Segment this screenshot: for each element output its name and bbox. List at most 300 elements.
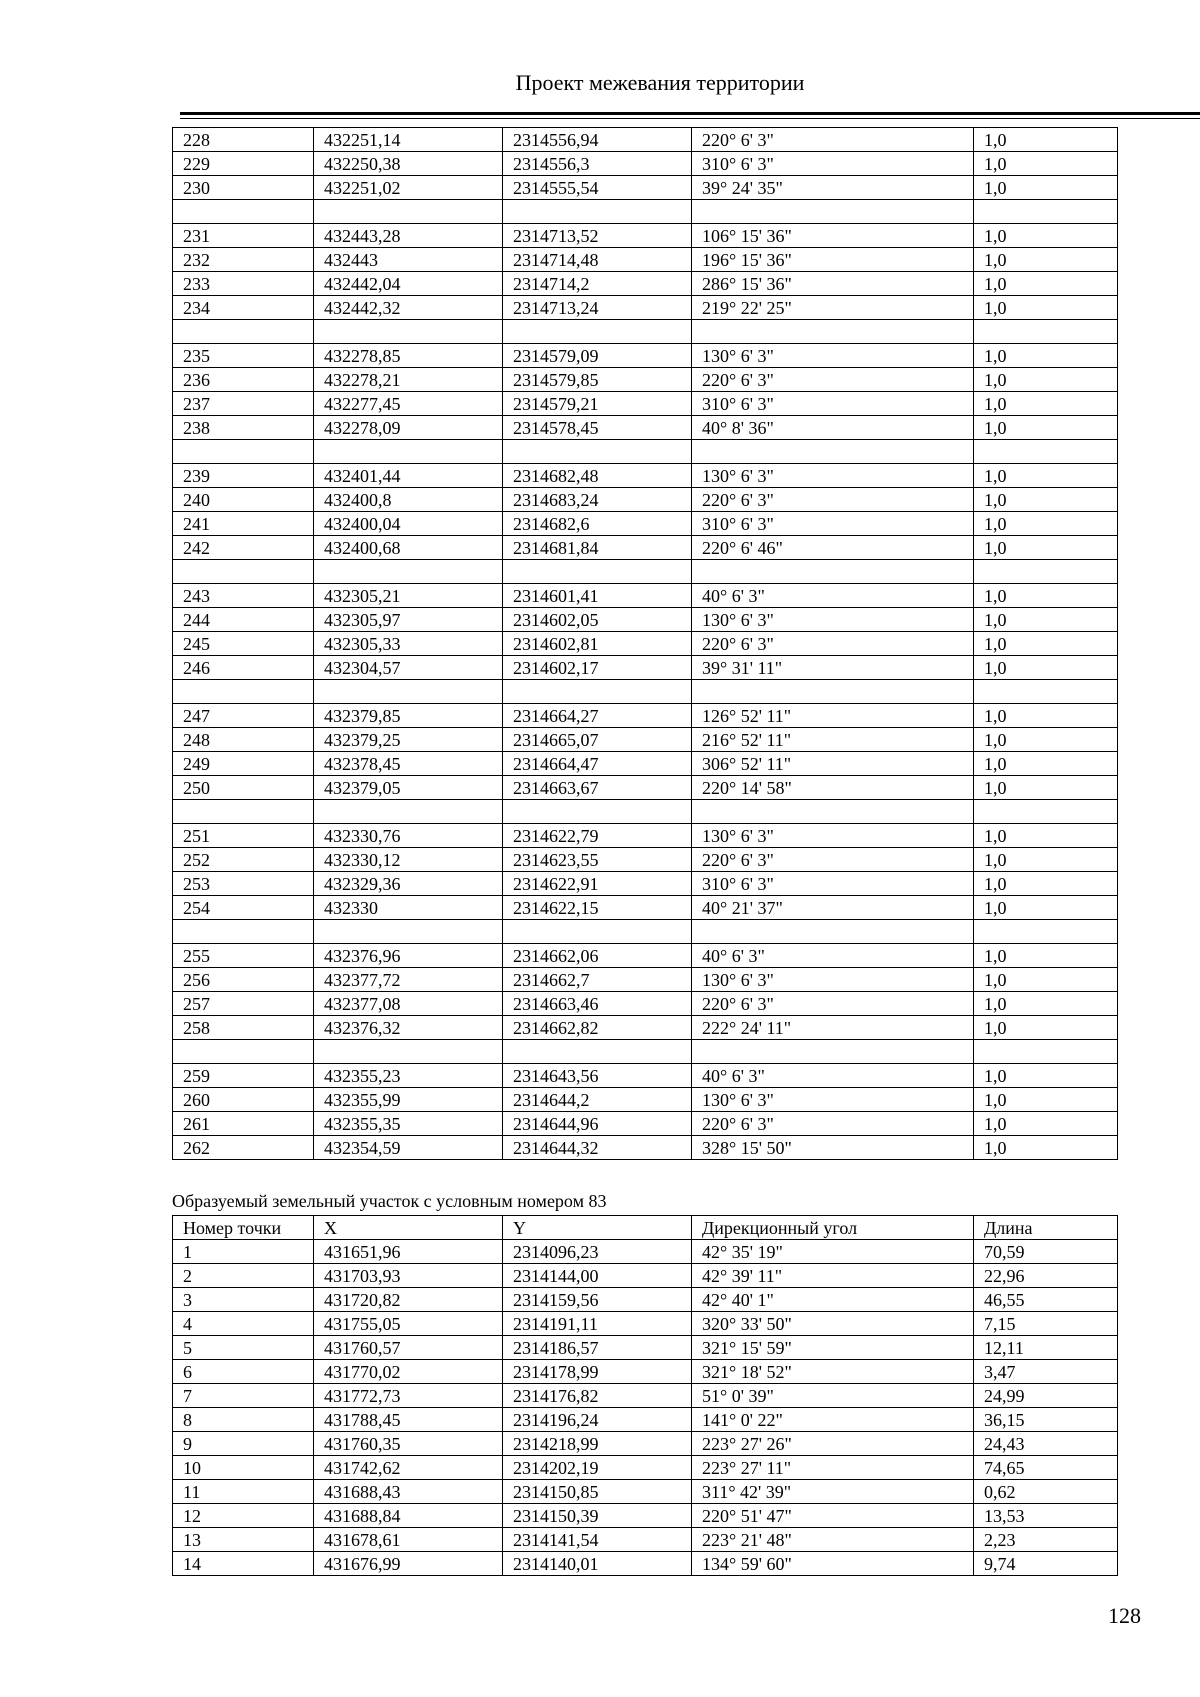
cell-length: 1,0 [974,392,1118,416]
column-header-bearing: Дирекционный угол [692,1216,974,1240]
cell-y: 2314556,94 [503,128,692,152]
table-row [173,1456,1118,1480]
cell-y: 2314196,24 [503,1408,692,1432]
table-row [173,608,1118,632]
cell-bearing: 130° 6' 3" [692,968,974,992]
cell-y: 2314662,06 [503,944,692,968]
table-row [173,1088,1118,1112]
table-row [173,1112,1118,1136]
cell-y: 2314602,81 [503,632,692,656]
cell-x: 432355,99 [314,1088,503,1112]
cell-point-number: 228 [173,128,314,152]
cell-x: 431676,99 [314,1552,503,1576]
cell-point-number [173,920,314,944]
table-row [173,872,1118,896]
cell-x: 432354,59 [314,1136,503,1160]
cell-x: 432277,45 [314,392,503,416]
table-row [173,368,1118,392]
cell-point-number: 14 [173,1552,314,1576]
cell-point-number: 8 [173,1408,314,1432]
table-row [173,752,1118,776]
cell-bearing: 310° 6' 3" [692,512,974,536]
cell-bearing: 321° 15' 59" [692,1336,974,1360]
table-row [173,128,1118,152]
cell-x: 431770,02 [314,1360,503,1384]
table-row [173,464,1118,488]
cell-x: 432304,57 [314,656,503,680]
cell-length: 1,0 [974,464,1118,488]
table-row [173,176,1118,200]
table-row [173,1432,1118,1456]
cell-point-number: 13 [173,1528,314,1552]
cell-point-number: 229 [173,152,314,176]
cell-bearing: 306° 52' 11" [692,752,974,776]
cell-bearing [692,680,974,704]
cell-x: 432400,04 [314,512,503,536]
cell-y [503,680,692,704]
cell-length: 1,0 [974,752,1118,776]
table-row [173,344,1118,368]
cell-bearing: 130° 6' 3" [692,464,974,488]
cell-point-number: 258 [173,1016,314,1040]
table-row [173,1360,1118,1384]
table-row [173,416,1118,440]
table-row [173,488,1118,512]
table-row [173,1480,1118,1504]
table-row [173,512,1118,536]
table-row [173,944,1118,968]
cell-x: 432251,02 [314,176,503,200]
cell-length: 1,0 [974,872,1118,896]
cell-x: 432379,05 [314,776,503,800]
table-row [173,1136,1118,1160]
cell-point-number: 3 [173,1288,314,1312]
cell-point-number [173,1040,314,1064]
cell-bearing: 216° 52' 11" [692,728,974,752]
cell-length [974,200,1118,224]
cell-point-number: 242 [173,536,314,560]
cell-bearing: 220° 6' 3" [692,488,974,512]
table-row [173,200,1118,224]
cell-point-number: 1 [173,1240,314,1264]
table-row [173,1040,1118,1064]
cell-y: 2314176,82 [503,1384,692,1408]
table-row [173,224,1118,248]
cell-bearing: 220° 6' 3" [692,368,974,392]
table-row [173,1504,1118,1528]
cell-point-number: 255 [173,944,314,968]
cell-length: 1,0 [974,368,1118,392]
cell-length: 1,0 [974,224,1118,248]
cell-x: 431720,82 [314,1288,503,1312]
table-header-row [173,1216,1118,1240]
cell-length [974,320,1118,344]
table-row [173,896,1118,920]
cell-length: 1,0 [974,728,1118,752]
table-row [173,584,1118,608]
cell-length: 1,0 [974,992,1118,1016]
table-row [173,680,1118,704]
cell-length: 46,55 [974,1288,1118,1312]
table-row [173,920,1118,944]
cell-length: 24,43 [974,1432,1118,1456]
cell-length: 1,0 [974,704,1118,728]
table-row [173,272,1118,296]
cell-bearing: 130° 6' 3" [692,824,974,848]
table-row [173,296,1118,320]
cell-bearing: 126° 52' 11" [692,704,974,728]
cell-y: 2314601,41 [503,584,692,608]
cell-x: 431760,57 [314,1336,503,1360]
cell-length: 1,0 [974,296,1118,320]
cell-y: 2314681,84 [503,536,692,560]
cell-y: 2314579,21 [503,392,692,416]
cell-bearing: 220° 6' 3" [692,632,974,656]
table-row [173,1384,1118,1408]
cell-y: 2314202,19 [503,1456,692,1480]
cell-length: 74,65 [974,1456,1118,1480]
cell-point-number: 6 [173,1360,314,1384]
cell-y: 2314096,23 [503,1240,692,1264]
header-rule-thin [180,118,1200,119]
cell-bearing: 40° 6' 3" [692,944,974,968]
page-number: 128 [1108,1603,1141,1628]
cell-point-number [173,680,314,704]
cell-x: 432251,14 [314,128,503,152]
cell-y: 2314150,85 [503,1480,692,1504]
coordinates-table-continued [172,127,1118,1160]
cell-x: 432442,32 [314,296,503,320]
table-row [173,632,1118,656]
table-row [173,776,1118,800]
cell-x: 431742,62 [314,1456,503,1480]
cell-x: 432330,12 [314,848,503,872]
page-header-title: Проект межевания территории [515,70,805,95]
cell-point-number [173,560,314,584]
cell-bearing: 320° 33' 50" [692,1312,974,1336]
cell-point-number [173,800,314,824]
cell-length: 1,0 [974,512,1118,536]
cell-y: 2314714,2 [503,272,692,296]
table-row [173,320,1118,344]
cell-bearing: 311° 42' 39" [692,1480,974,1504]
cell-length: 1,0 [974,776,1118,800]
cell-point-number: 249 [173,752,314,776]
table-row [173,1312,1118,1336]
cell-x [314,320,503,344]
cell-y: 2314159,56 [503,1288,692,1312]
cell-bearing: 223° 27' 26" [692,1432,974,1456]
cell-y: 2314662,7 [503,968,692,992]
table-row [173,1064,1118,1088]
cell-y: 2314663,46 [503,992,692,1016]
cell-bearing: 106° 15' 36" [692,224,974,248]
cell-y: 2314622,91 [503,872,692,896]
cell-y: 2314643,56 [503,1064,692,1088]
cell-bearing: 220° 6' 3" [692,1112,974,1136]
cell-bearing: 196° 15' 36" [692,248,974,272]
cell-x [314,560,503,584]
cell-x: 431703,93 [314,1264,503,1288]
cell-y: 2314144,00 [503,1264,692,1288]
cell-bearing [692,320,974,344]
cell-bearing: 219° 22' 25" [692,296,974,320]
cell-bearing: 39° 24' 35" [692,176,974,200]
cell-point-number: 238 [173,416,314,440]
cell-x: 431760,35 [314,1432,503,1456]
cell-point-number [173,440,314,464]
cell-y: 2314186,57 [503,1336,692,1360]
cell-x: 432305,97 [314,608,503,632]
cell-point-number: 4 [173,1312,314,1336]
cell-length: 1,0 [974,536,1118,560]
cell-x: 432377,08 [314,992,503,1016]
column-header-y: Y [503,1216,692,1240]
cell-y [503,200,692,224]
cell-point-number: 260 [173,1088,314,1112]
cell-y: 2314141,54 [503,1528,692,1552]
cell-x: 431678,61 [314,1528,503,1552]
cell-length: 1,0 [974,1136,1118,1160]
cell-bearing: 51° 0' 39" [692,1384,974,1408]
cell-length: 1,0 [974,632,1118,656]
cell-x: 432379,25 [314,728,503,752]
cell-y: 2314682,48 [503,464,692,488]
cell-length: 1,0 [974,1016,1118,1040]
cell-point-number: 251 [173,824,314,848]
cell-point-number: 254 [173,896,314,920]
cell-length [974,800,1118,824]
table-row [173,800,1118,824]
cell-length: 1,0 [974,968,1118,992]
table-row [173,392,1118,416]
table-row [173,728,1118,752]
cell-y: 2314622,79 [503,824,692,848]
cell-bearing [692,440,974,464]
cell-y: 2314682,6 [503,512,692,536]
cell-bearing: 310° 6' 3" [692,392,974,416]
cell-x [314,680,503,704]
cell-x [314,1040,503,1064]
header-rule-thick [180,112,1200,115]
column-header-length: Длина [974,1216,1118,1240]
cell-x: 432376,32 [314,1016,503,1040]
cell-y [503,920,692,944]
cell-bearing [692,920,974,944]
cell-y [503,560,692,584]
cell-length: 1,0 [974,608,1118,632]
cell-bearing: 286° 15' 36" [692,272,974,296]
cell-x: 432378,45 [314,752,503,776]
cell-x: 431688,43 [314,1480,503,1504]
cell-point-number: 5 [173,1336,314,1360]
cell-bearing: 134° 59' 60" [692,1552,974,1576]
cell-point-number: 2 [173,1264,314,1288]
table-row [173,848,1118,872]
cell-length: 1,0 [974,488,1118,512]
cell-bearing: 130° 6' 3" [692,1088,974,1112]
cell-point-number: 244 [173,608,314,632]
cell-x: 432330,76 [314,824,503,848]
cell-bearing [692,1040,974,1064]
cell-y: 2314555,54 [503,176,692,200]
cell-x: 432377,72 [314,968,503,992]
cell-length: 1,0 [974,944,1118,968]
cell-y: 2314556,3 [503,152,692,176]
cell-bearing: 222° 24' 11" [692,1016,974,1040]
cell-bearing [692,200,974,224]
cell-point-number: 234 [173,296,314,320]
cell-length [974,560,1118,584]
cell-length: 9,74 [974,1552,1118,1576]
cell-y: 2314579,09 [503,344,692,368]
column-header-point-number: Номер точки [173,1216,314,1240]
cell-x: 431688,84 [314,1504,503,1528]
cell-length: 1,0 [974,656,1118,680]
cell-y: 2314665,07 [503,728,692,752]
parcel-83-coordinates-table [172,1215,1118,1576]
cell-y: 2314150,39 [503,1504,692,1528]
table-row [173,704,1118,728]
cell-y: 2314191,11 [503,1312,692,1336]
cell-y: 2314664,47 [503,752,692,776]
cell-length: 1,0 [974,248,1118,272]
cell-length: 1,0 [974,416,1118,440]
cell-length: 1,0 [974,1112,1118,1136]
cell-bearing: 328° 15' 50" [692,1136,974,1160]
cell-point-number: 12 [173,1504,314,1528]
cell-point-number: 257 [173,992,314,1016]
cell-point-number: 262 [173,1136,314,1160]
cell-x: 432442,04 [314,272,503,296]
cell-y: 2314140,01 [503,1552,692,1576]
cell-y [503,800,692,824]
cell-point-number [173,200,314,224]
cell-length [974,680,1118,704]
table-row [173,560,1118,584]
cell-length: 1,0 [974,896,1118,920]
cell-length: 1,0 [974,584,1118,608]
cell-bearing: 40° 21' 37" [692,896,974,920]
cell-x [314,440,503,464]
cell-y [503,1040,692,1064]
table-row [173,440,1118,464]
table-row [173,968,1118,992]
cell-bearing: 220° 51' 47" [692,1504,974,1528]
table-row [173,536,1118,560]
cell-y: 2314579,85 [503,368,692,392]
cell-y: 2314622,15 [503,896,692,920]
cell-x [314,200,503,224]
cell-y: 2314602,17 [503,656,692,680]
cell-x: 431651,96 [314,1240,503,1264]
cell-length: 1,0 [974,344,1118,368]
cell-length: 0,62 [974,1480,1118,1504]
cell-bearing: 42° 35' 19" [692,1240,974,1264]
cell-bearing: 40° 6' 3" [692,1064,974,1088]
cell-point-number: 10 [173,1456,314,1480]
cell-x: 432443 [314,248,503,272]
column-header-x: X [314,1216,503,1240]
table-row [173,1240,1118,1264]
table-row [173,1552,1118,1576]
cell-bearing: 42° 39' 11" [692,1264,974,1288]
cell-length: 7,15 [974,1312,1118,1336]
cell-y: 2314644,96 [503,1112,692,1136]
cell-y: 2314713,24 [503,296,692,320]
cell-y: 2314218,99 [503,1432,692,1456]
cell-length: 1,0 [974,824,1118,848]
cell-bearing: 310° 6' 3" [692,872,974,896]
cell-bearing: 40° 8' 36" [692,416,974,440]
cell-y [503,320,692,344]
cell-x: 432400,68 [314,536,503,560]
cell-point-number: 261 [173,1112,314,1136]
cell-bearing: 220° 6' 46" [692,536,974,560]
cell-bearing: 42° 40' 1" [692,1288,974,1312]
table-row [173,152,1118,176]
cell-bearing: 310° 6' 3" [692,152,974,176]
cell-bearing: 130° 6' 3" [692,608,974,632]
cell-point-number: 237 [173,392,314,416]
cell-length: 22,96 [974,1264,1118,1288]
cell-point-number: 236 [173,368,314,392]
table-row [173,1336,1118,1360]
cell-point-number: 230 [173,176,314,200]
cell-x [314,800,503,824]
cell-length [974,1040,1118,1064]
cell-point-number: 247 [173,704,314,728]
cell-point-number: 248 [173,728,314,752]
cell-y: 2314602,05 [503,608,692,632]
cell-x [314,920,503,944]
cell-y: 2314644,32 [503,1136,692,1160]
cell-y: 2314662,82 [503,1016,692,1040]
cell-x: 432278,21 [314,368,503,392]
cell-x: 432329,36 [314,872,503,896]
cell-x: 432305,33 [314,632,503,656]
table-row [173,656,1118,680]
cell-y: 2314623,55 [503,848,692,872]
cell-point-number: 11 [173,1480,314,1504]
cell-point-number: 232 [173,248,314,272]
cell-length [974,440,1118,464]
cell-point-number: 231 [173,224,314,248]
cell-y [503,440,692,464]
cell-bearing [692,560,974,584]
cell-point-number: 241 [173,512,314,536]
cell-point-number: 7 [173,1384,314,1408]
cell-x: 431772,73 [314,1384,503,1408]
cell-x: 432376,96 [314,944,503,968]
cell-point-number: 235 [173,344,314,368]
cell-length: 1,0 [974,848,1118,872]
table-row [173,1528,1118,1552]
cell-point-number: 233 [173,272,314,296]
cell-x: 432278,85 [314,344,503,368]
cell-point-number: 252 [173,848,314,872]
cell-length: 1,0 [974,1088,1118,1112]
table-row [173,1288,1118,1312]
cell-bearing: 40° 6' 3" [692,584,974,608]
cell-x: 431755,05 [314,1312,503,1336]
cell-point-number: 246 [173,656,314,680]
cell-point-number: 253 [173,872,314,896]
cell-y: 2314663,67 [503,776,692,800]
cell-bearing: 220° 14' 58" [692,776,974,800]
cell-bearing: 223° 27' 11" [692,1456,974,1480]
cell-y: 2314713,52 [503,224,692,248]
